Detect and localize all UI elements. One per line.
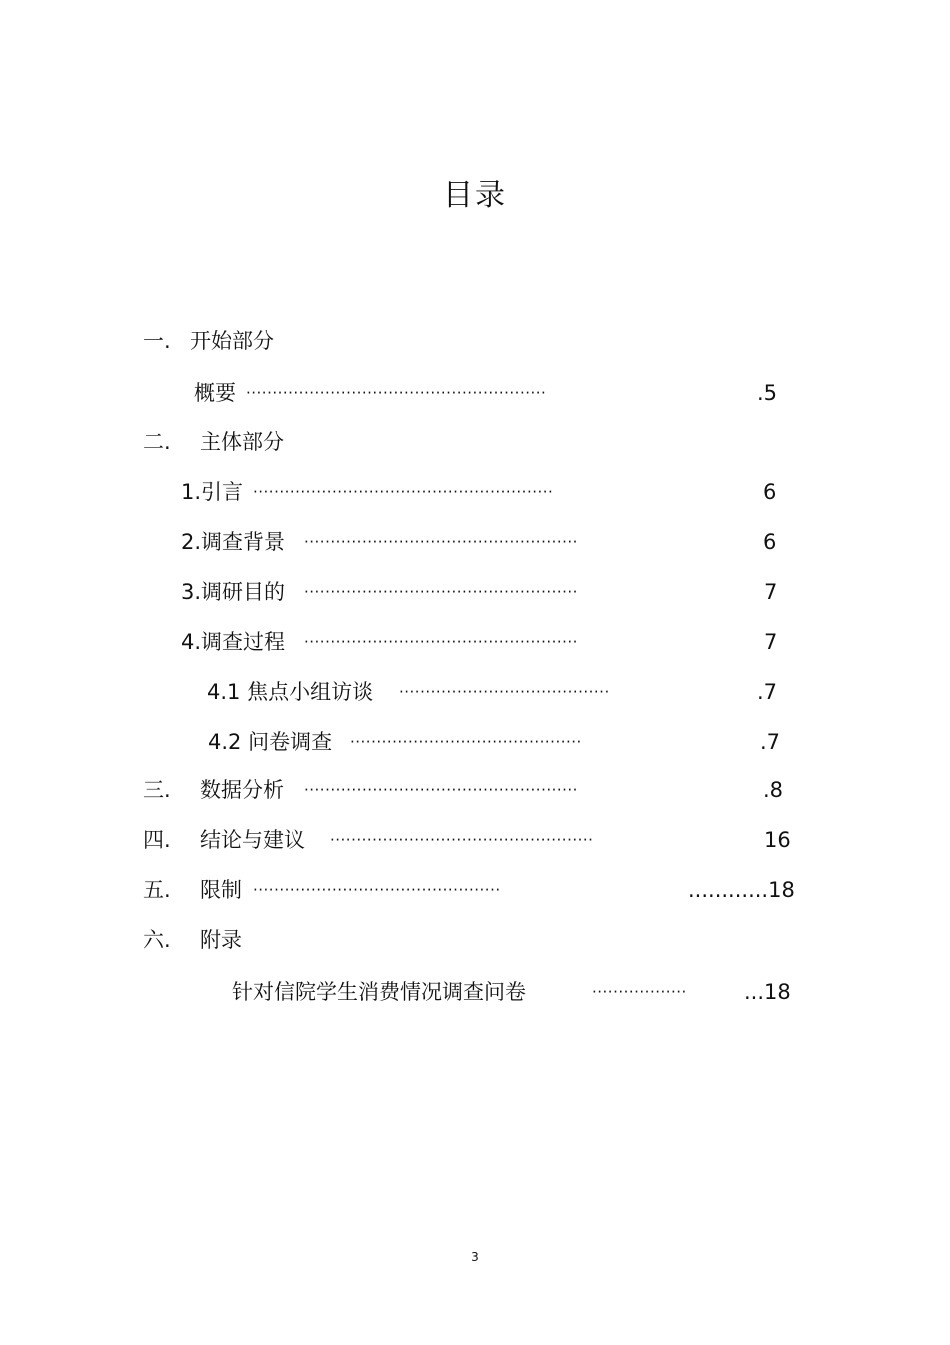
toc-entry-section-6[interactable] bbox=[0, 925, 950, 955]
toc-dot-leader: ············································ bbox=[350, 733, 582, 751]
toc-dot-leader: ························································· bbox=[246, 384, 547, 402]
toc-entry-summary[interactable] bbox=[0, 378, 950, 408]
toc-entry-label: 1.引言 bbox=[181, 480, 244, 504]
toc-entry-section-2[interactable] bbox=[0, 427, 950, 457]
toc-dot-leader: ··············································· bbox=[253, 881, 501, 899]
toc-entry-label: 4.调查过程 bbox=[181, 630, 286, 654]
toc-page-number: ............18 bbox=[688, 878, 795, 902]
toc-entry-section-3[interactable] bbox=[0, 775, 950, 805]
toc-dot-leader: ·················· bbox=[592, 983, 687, 1001]
toc-page-number: .8 bbox=[763, 778, 784, 802]
toc-dot-leader: ···················································· bbox=[304, 781, 578, 799]
toc-dot-leader: ···················································· bbox=[304, 583, 578, 601]
toc-page-number: 16 bbox=[764, 828, 791, 852]
toc-dot-leader: ························································· bbox=[253, 483, 554, 501]
toc-section-number: 三. bbox=[143, 778, 171, 802]
toc-entry-label: 针对信院学生消费情况调查问卷 bbox=[232, 980, 526, 1004]
toc-entry-section-4[interactable] bbox=[0, 825, 950, 855]
toc-page-number: .7 bbox=[760, 730, 781, 754]
toc-page-number: .5 bbox=[757, 381, 778, 405]
toc-page-number: .7 bbox=[757, 680, 778, 704]
toc-section-number: 二. bbox=[143, 430, 171, 454]
toc-entry-label: 限制 bbox=[200, 878, 242, 902]
toc-page-number: 6 bbox=[763, 480, 777, 504]
toc-entry-section-5[interactable] bbox=[0, 875, 950, 905]
toc-entry-focus-group[interactable] bbox=[0, 677, 950, 707]
toc-entry-label: 结论与建议 bbox=[200, 828, 305, 852]
toc-entry-label: 概要 bbox=[194, 381, 236, 405]
toc-section-number: 四. bbox=[143, 828, 171, 852]
toc-page-number: 7 bbox=[764, 630, 778, 654]
toc-entry-appendix-questionnaire[interactable] bbox=[0, 977, 950, 1007]
toc-entry-label: 附录 bbox=[200, 928, 242, 952]
toc-dot-leader: ···················································· bbox=[304, 633, 578, 651]
toc-entry-label: 4.1 焦点小组访谈 bbox=[207, 680, 374, 704]
toc-entry-label: 开始部分 bbox=[190, 329, 274, 353]
toc-entry-label: 2.调查背景 bbox=[181, 530, 286, 554]
toc-entry-purpose[interactable] bbox=[0, 577, 950, 607]
toc-dot-leader: ···················································· bbox=[304, 533, 578, 551]
toc-dot-leader: ·················································· bbox=[330, 831, 594, 849]
toc-dot-leader: ········································ bbox=[399, 683, 610, 701]
toc-page-number: ...18 bbox=[744, 980, 791, 1004]
toc-entry-questionnaire[interactable] bbox=[0, 727, 950, 757]
toc-entry-process[interactable] bbox=[0, 627, 950, 657]
page-number: 3 bbox=[471, 1250, 479, 1264]
toc-entry-label: 主体部分 bbox=[200, 430, 284, 454]
toc-page-number: 7 bbox=[764, 580, 778, 604]
toc-section-number: 五. bbox=[143, 878, 171, 902]
toc-entry-label: 4.2 问卷调查 bbox=[208, 730, 333, 754]
toc-entry-label: 数据分析 bbox=[200, 778, 284, 802]
toc-section-number: 一. bbox=[143, 329, 171, 353]
toc-entry-introduction[interactable] bbox=[0, 477, 950, 507]
toc-entry-section-1[interactable] bbox=[0, 326, 950, 356]
toc-title: 目录 bbox=[443, 178, 507, 213]
toc-page-number: 6 bbox=[763, 530, 777, 554]
toc-entry-background[interactable] bbox=[0, 527, 950, 557]
toc-entry-label: 3.调研目的 bbox=[181, 580, 286, 604]
toc-section-number: 六. bbox=[143, 928, 171, 952]
